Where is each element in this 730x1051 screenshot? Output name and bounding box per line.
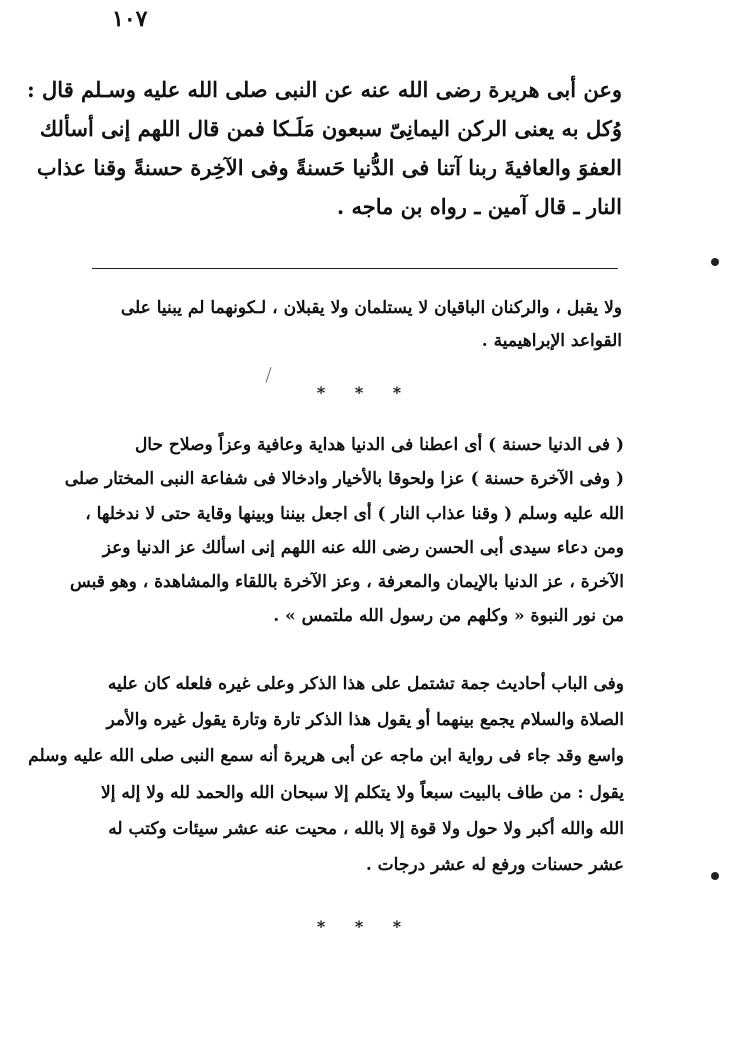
commentary-line: يقول : من طاف بالبيت سبعاً ولا يتكلم إلا سبحان الله والحمد لله ولا إله إلا xyxy=(101,782,624,803)
footnote-separator-rule xyxy=(92,268,618,269)
hadith-line: وعن أبى هريرة رضى الله عنه عن النبى صلى الله عليه وسـلم قال : xyxy=(26,77,622,102)
footnote-line: القواعد الإبراهيمية . xyxy=(481,331,622,351)
footnote-line: ولا يقبل ، والركنان الباقيان لا يستلمان ولا يقبلان ، لـكونهما لم يبنيا على xyxy=(120,298,622,318)
commentary-line: الصلاة والسلام يجمع بينهما أو يقول هذا الذكر تارة وتارة يقول غيره والأمر xyxy=(106,710,624,731)
commentary-line: ( فى الدنيا حسنة ) أى اعطنا فى الدنيا هداية وعافية وعزاً وصلاح حال xyxy=(134,435,624,455)
commentary-text xyxy=(64,428,624,634)
commentary-line: واسع وقد جاء فى رواية ابن ماجه عن أبى هريرة أنه سمع النبى صلى الله عليه وسلم xyxy=(28,746,624,767)
commentary-line: الله والله أكبر ولا حول ولا قوة إلا بالله ، محيت عنه عشر سيئات وكتب له xyxy=(108,818,624,839)
hadith-line: العفوَ والعافيةَ ربنا آتنا فى الدُّنيا حَسنةً وفى الآخِرة حسنةً وقنا عذاب xyxy=(36,155,622,180)
margin-dot-mark xyxy=(711,872,719,880)
commentary-line: من نور النبوة « وكلهم من رسول الله ملتمس » . xyxy=(273,606,624,627)
commentary-line: الآخرة ، عز الدنيا بالإيمان والمعرفة ، وعز الآخرة باللقاء والمشاهدة ، وهو قبس xyxy=(69,572,624,593)
commentary-line: ( وفى الآخرة حسنة ) عزا ولحوقا بالأخيار وادخالا فى شفاعة النبى المختار صلى xyxy=(64,469,624,490)
margin-dot-mark xyxy=(711,258,719,266)
section-separator: * * * xyxy=(316,383,414,402)
commentary-line: وفى الباب أحاديث جمة تشتمل على هذا الذكر وعلى غيره فلعله كان عليه xyxy=(107,674,624,694)
commentary-line: ومن دعاء سيدى أبى الحسن رضى الله عنه اللهم إنى اسألك عز الدنيا وعز xyxy=(102,537,624,558)
footnote-text xyxy=(88,292,622,358)
commentary-text-continued xyxy=(28,666,624,883)
hadith-line: النار ـ قال آمين ـ رواه بن ماجه . xyxy=(336,194,622,219)
commentary-line: عشر حسنات ورفع له عشر درجات . xyxy=(365,855,624,876)
commentary-line: الله عليه وسلم ( وقنا عذاب النار ) أى اجعل بيننا وبينها وقاية حتى لا ندخلها ، xyxy=(85,503,624,524)
page-number: ١٠٧ xyxy=(112,6,148,32)
section-separator: * * * xyxy=(316,917,414,936)
hadith-text xyxy=(26,70,622,226)
hadith-line: وُكل به يعنى الركن اليمانِىّ سبعون مَلَـكا فمن قال اللهم إنى أسألك xyxy=(39,116,622,141)
stray-mark xyxy=(266,367,273,383)
